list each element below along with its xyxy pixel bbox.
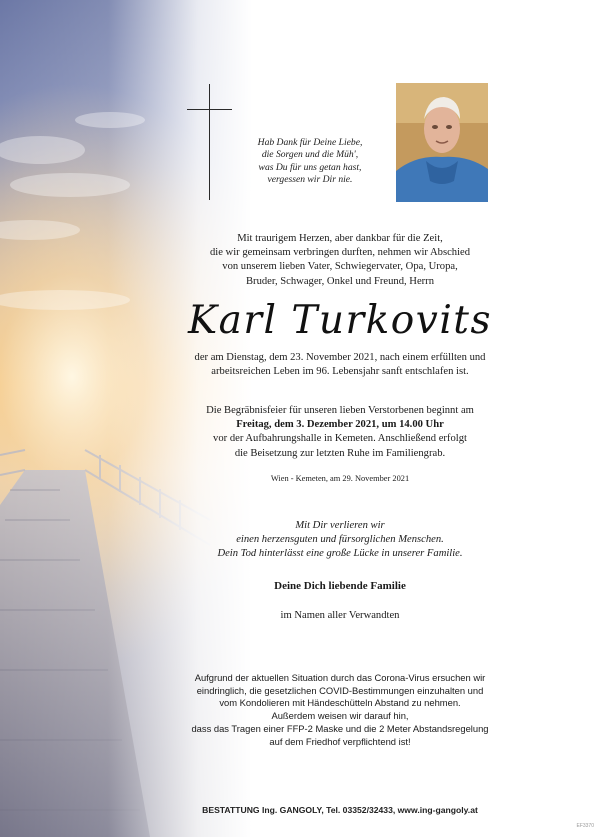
funeral-details — [160, 404, 520, 461]
covid-line: Aufgrund der aktuellen Situation durch das Corona-Virus ersuchen wir — [194, 672, 486, 683]
family-signature: Deine Dich liebende Familie — [274, 580, 406, 592]
farewell-quote — [160, 519, 520, 562]
memorial-verse — [240, 137, 380, 187]
verse-line: was Du für uns getan hast, — [258, 161, 362, 173]
intro-line: Bruder, Schwager, Onkel und Freund, Herrn — [245, 275, 435, 287]
death-line: der am Dienstag, dem 23. November 2021, nach einem erfüllten und — [194, 352, 486, 363]
covid-line: vom Kondolieren mit Händeschütteln Abstand zu nehmen. — [219, 697, 461, 709]
covid-line: Außerdem weisen wir darauf hin, — [271, 710, 409, 722]
funeral-line: Die Begräbnisfeier für unseren lieben Verstorbenen beginnt am — [206, 405, 474, 416]
funeral-home-footer: BESTATTUNG Ing. GANGOLY, Tel. 03352/32433, www.ing-gangoly.at — [202, 805, 478, 815]
covid-line: eindringlich, die gesetzlichen COVID-Bestimmungen einzuhalten und — [196, 684, 484, 696]
place-date: Wien - Kemeten, am 29. November 2021 — [270, 474, 410, 483]
cross-icon-bar — [187, 109, 232, 110]
intro-line: von unserem lieben Vater, Schwiegervater, Opa, Uropa, — [222, 261, 458, 273]
death-line: arbeitsreichen Leben im 96. Lebensjahr sanft entschlafen ist. — [211, 366, 469, 378]
portrait-photo — [396, 83, 488, 202]
relatives-line: im Namen aller Verwandten — [280, 610, 400, 621]
portrait-image — [396, 83, 488, 202]
death-notice — [160, 351, 520, 379]
intro-line: die wir gemeinsam verbringen durften, nehmen wir Abschied — [209, 247, 471, 259]
template-code: EF3370 — [576, 823, 594, 829]
quote-line: Mit Dir verlieren wir — [295, 520, 385, 531]
quote-line: einen herzensguten und fürsorglichen Menschen. — [236, 534, 444, 546]
cross-icon — [209, 84, 210, 200]
verse-line: die Sorgen und die Müh', — [261, 149, 359, 161]
verse-line: Hab Dank für Deine Liebe, — [257, 137, 363, 148]
funeral-line: die Beisetzung zur letzten Ruhe im Familiengrab. — [234, 447, 446, 459]
verse-line: vergessen wir Dir nie. — [267, 174, 353, 186]
covid-line: auf dem Friedhof verpflichtend ist! — [269, 735, 411, 747]
covid-line: dass das Tragen einer FFP-2 Maske und die 2 Meter Abstandsregelung — [191, 722, 489, 734]
intro-line: Mit traurigem Herzen, aber dankbar für die Zeit, — [237, 233, 443, 244]
funeral-line: vor der Aufbahrungshalle in Kemeten. Anschließend erfolgt — [213, 433, 467, 445]
intro-text — [160, 232, 520, 289]
funeral-date: Freitag, dem 3. Dezember 2021, um 14.00 Uhr — [236, 419, 444, 431]
quote-line: Dein Tod hinterlässt eine große Lücke in unserer Familie. — [217, 548, 463, 560]
covid-notice — [150, 672, 530, 748]
deceased-name: Karl Turkovits — [188, 298, 492, 343]
